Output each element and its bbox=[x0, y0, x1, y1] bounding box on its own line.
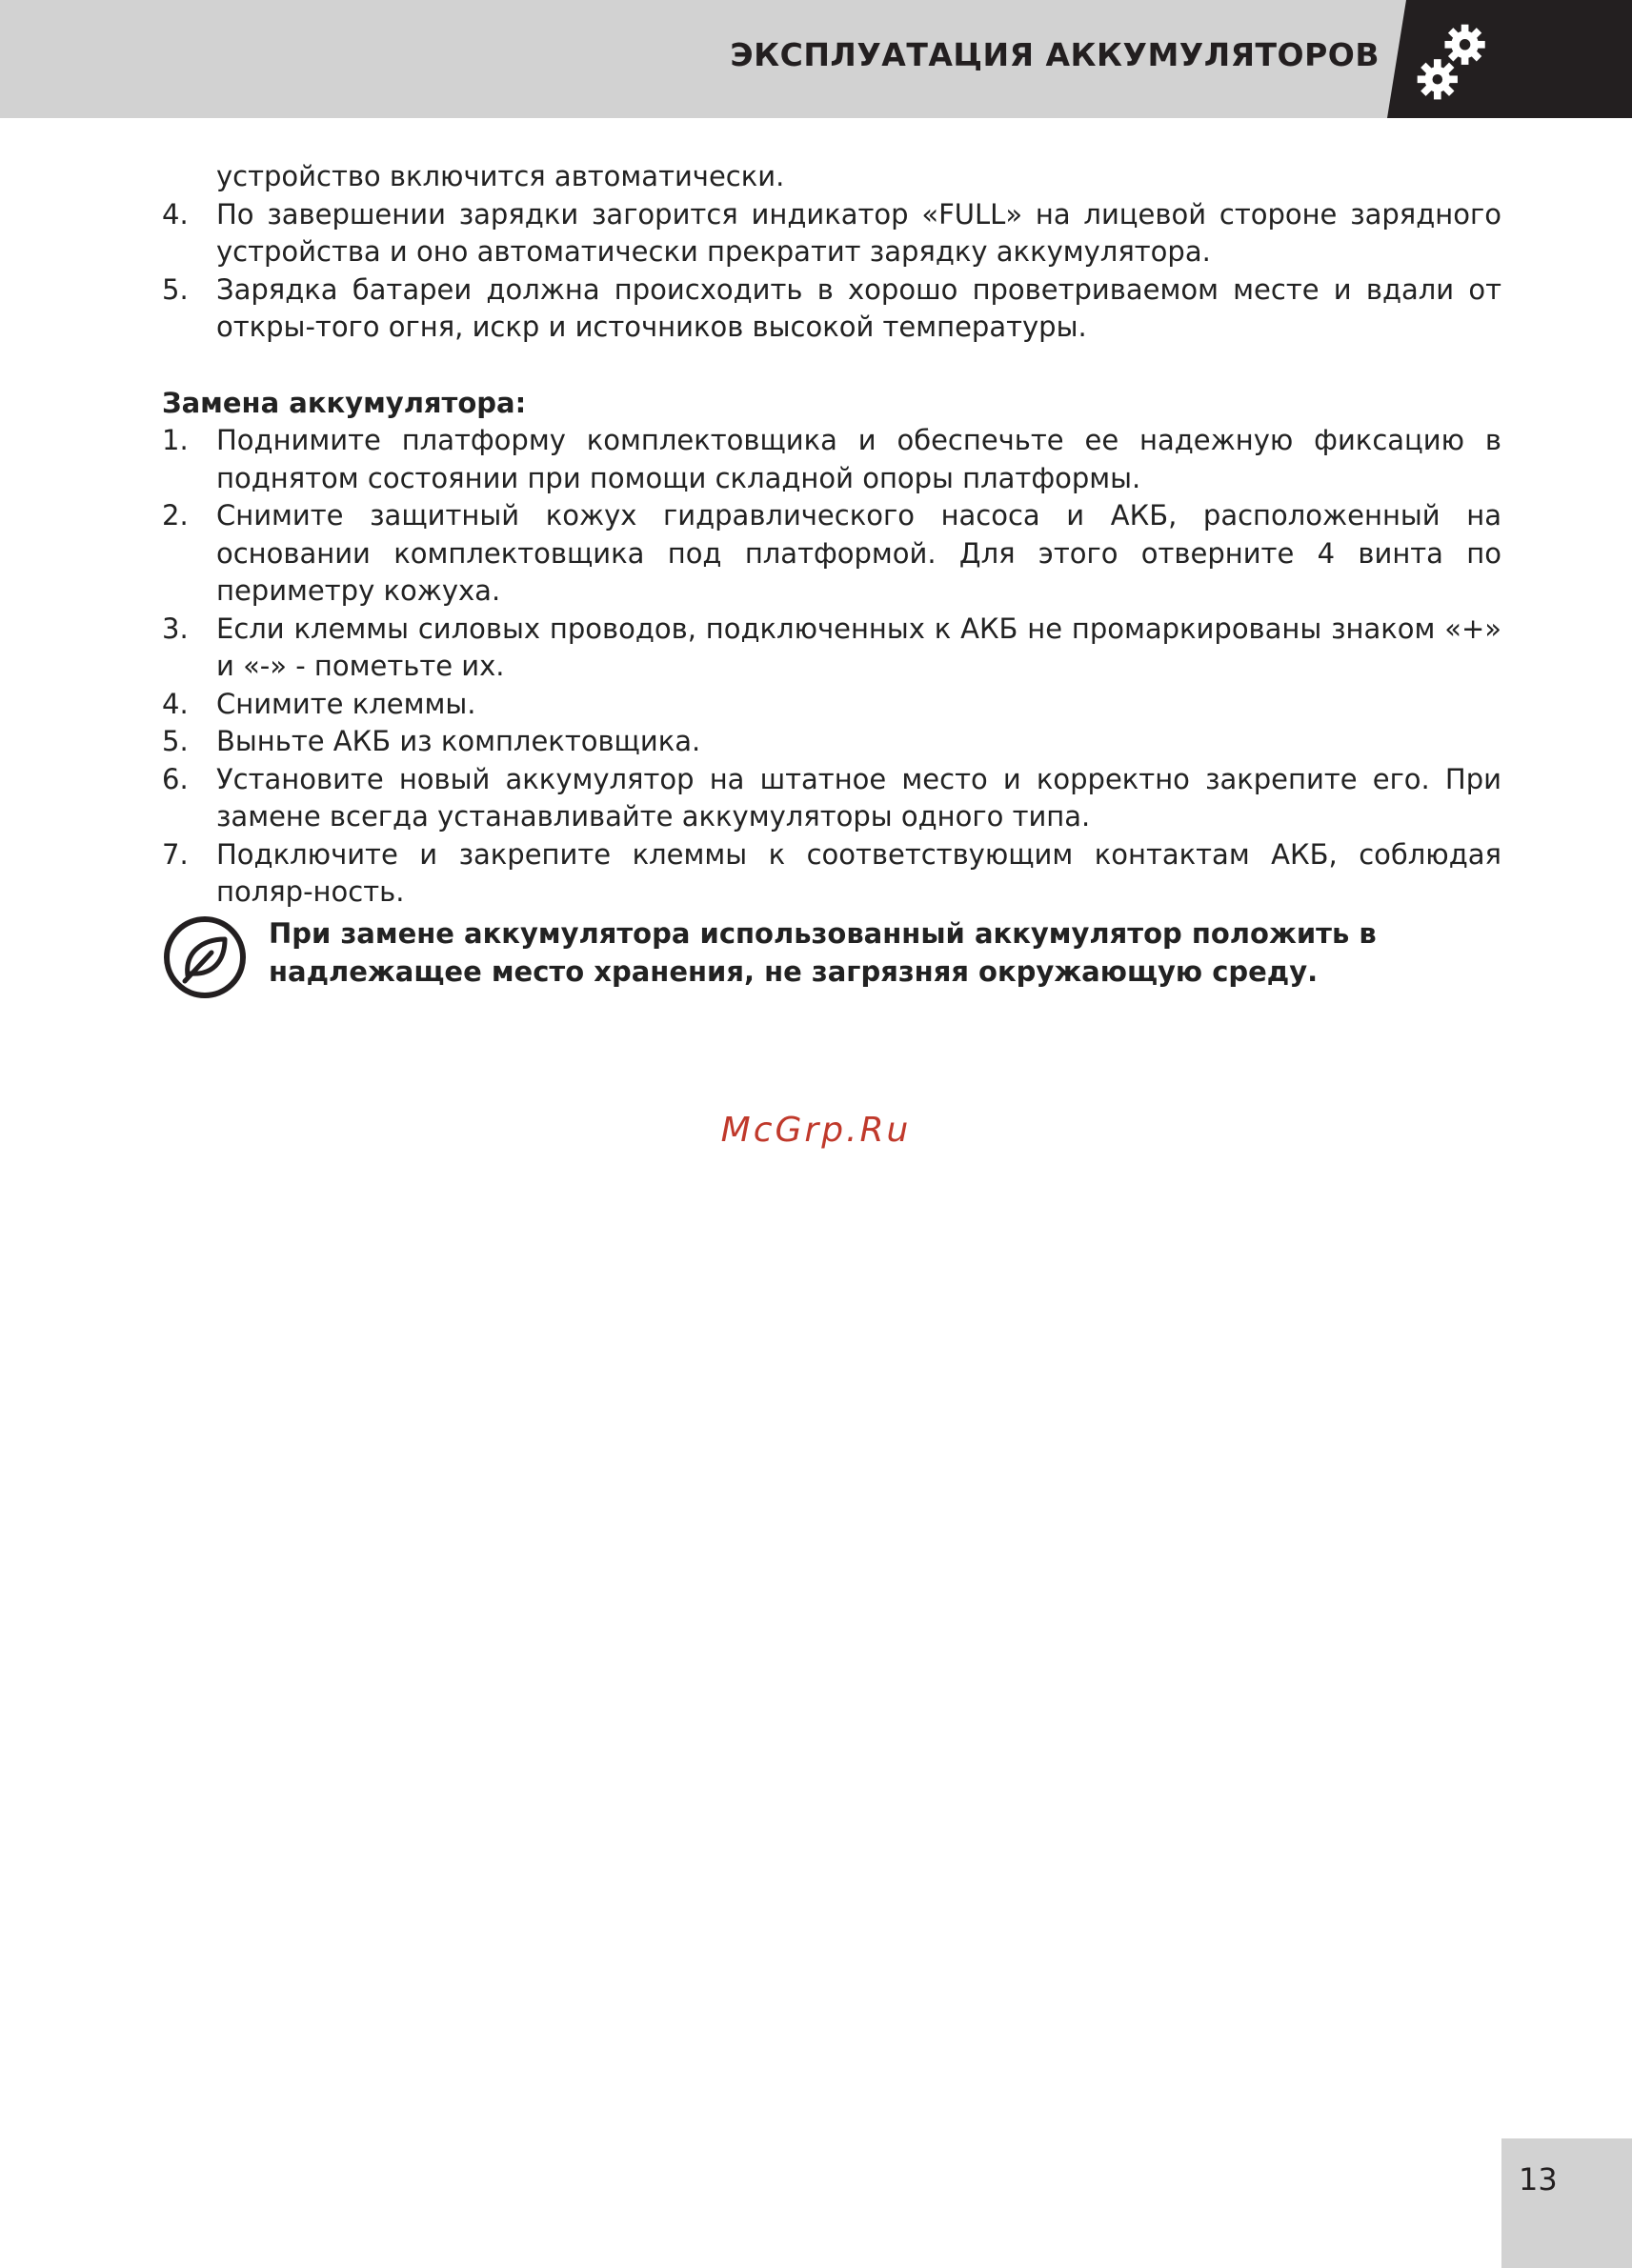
eco-leaf-icon bbox=[162, 914, 248, 1000]
list-number: 3. bbox=[162, 612, 189, 645]
list-text: Если клеммы силовых проводов, подключенных к АКБ не промаркированы знаком «+» и «-» - пометьте их. bbox=[216, 612, 1501, 682]
section-title: ЭКСПЛУАТАЦИЯ АККУМУЛЯТОРОВ bbox=[730, 36, 1380, 73]
watermark: McGrp.Ru bbox=[720, 1111, 912, 1150]
list-item bbox=[162, 271, 1501, 347]
list-text: По завершении зарядки загорится индикатор «FULL» на лицевой стороне зарядного устройства и оно автоматически прекратит зарядку аккумулятора. bbox=[216, 197, 1501, 268]
content bbox=[162, 158, 1501, 912]
list-item bbox=[162, 422, 1501, 497]
page-number: 13 bbox=[1519, 2161, 1558, 2198]
list-item bbox=[162, 497, 1501, 611]
list-number: 6. bbox=[162, 762, 189, 795]
list-text: Зарядка батареи должна происходить в хорошо проветриваемом месте и вдали от откры-того огня, искр и источников высокой температуры. bbox=[216, 272, 1501, 343]
list-item bbox=[162, 686, 1501, 724]
list-number: 4. bbox=[162, 687, 189, 720]
list-text: Установите новый аккумулятор на штатное место и корректно закрепите его. При замене всегда устанавливайте аккумуляторы одного типа. bbox=[216, 762, 1501, 833]
gears-icon bbox=[1410, 17, 1501, 109]
continuation-text: устройство включится автоматически. bbox=[216, 160, 785, 192]
list-text: Подключите и закрепите клеммы к соответствующим контактам АКБ, соблюдая поляр-ность. bbox=[216, 837, 1501, 908]
list-number: 5. bbox=[162, 272, 189, 306]
list-number: 2. bbox=[162, 499, 189, 532]
list-text: Поднимите платформу комплектовщика и обеспечьте ее надежную фиксацию в поднятом состоянии при помощи складной опоры платформы. bbox=[216, 424, 1501, 494]
list-item bbox=[162, 761, 1501, 836]
page-number-box bbox=[1501, 2138, 1632, 2268]
list-text: Выньте АКБ из комплектовщика. bbox=[216, 725, 701, 757]
list-item bbox=[162, 196, 1501, 271]
list-item bbox=[162, 836, 1501, 912]
list-text: Снимите клеммы. bbox=[216, 687, 476, 720]
list-number: 7. bbox=[162, 837, 189, 871]
list-item bbox=[162, 611, 1501, 686]
list-number: 4. bbox=[162, 197, 189, 231]
list-text: Снимите защитный кожух гидравлического насоса и АКБ, расположенный на основании комплектовщика под платформой. Для этого отверните 4 винта по периметру кожуха. bbox=[216, 499, 1501, 607]
list-item bbox=[162, 723, 1501, 761]
section-heading: Замена аккумулятора: bbox=[162, 386, 527, 419]
note-text: При замене аккумулятора использованный аккумулятор положить в надлежащее место хранения, не загрязняя окружающую среду. bbox=[269, 917, 1377, 988]
list-number: 5. bbox=[162, 725, 189, 757]
list-number: 1. bbox=[162, 424, 189, 456]
